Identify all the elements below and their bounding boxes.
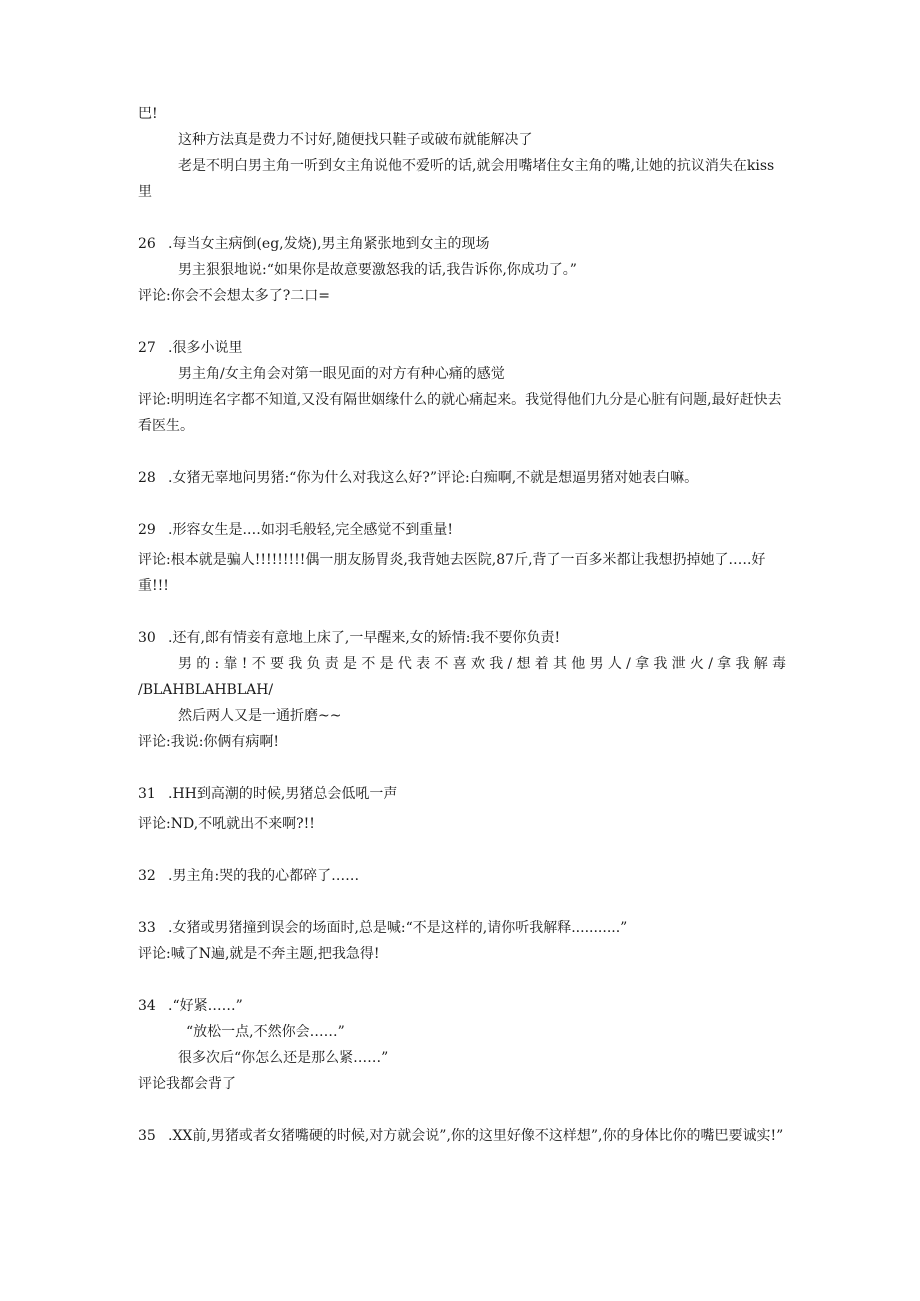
item-heading-32 <box>138 863 786 889</box>
item-number: 28 <box>138 470 156 486</box>
item-text: .男主角:哭的我的心都碎了…… <box>168 868 360 884</box>
paragraph: /BLAHBLAHBLAH/ <box>138 682 274 698</box>
item-heading-29 <box>138 517 786 543</box>
item-number: 33 <box>138 920 156 936</box>
item-text: .HH到高潮的时候,男猪总会低吼一声 <box>168 786 398 802</box>
item-heading-34 <box>138 993 786 1019</box>
paragraph: “放松一点,不然你会……” <box>186 1024 345 1040</box>
item-number: 29 <box>138 522 156 538</box>
item-text: .“好紧……” <box>168 998 243 1014</box>
comment: 评论我都会背了 <box>138 1076 236 1092</box>
item-number: 26 <box>138 236 156 252</box>
item-text: .女猪无辜地问男猪:“你为什么对我这么好?”评论:白痴啊,不就是想逼男猪对她表白嘛。 <box>168 470 699 486</box>
item-number: 35 <box>138 1128 156 1144</box>
item-number: 27 <box>138 340 156 356</box>
paragraph: 巴! <box>138 106 158 122</box>
comment: 评论:喊了N遍,就是不奔主题,把我急得! <box>138 946 380 962</box>
item-number: 30 <box>138 630 156 646</box>
item-number: 32 <box>138 868 156 884</box>
item-heading-26 <box>138 231 786 257</box>
item-heading-30 <box>138 625 786 651</box>
item-heading-28 <box>138 465 786 491</box>
paragraph: 男主狠狠地说:“如果你是故意要激怒我的话,我告诉你,你成功了。” <box>178 262 577 278</box>
comment: 评论:根本就是骗人!!!!!!!!!偶一朋友肠胃炎,我背她去医院,87斤,背了一百多米都让我想扔掉她了.….好重!!! <box>138 552 766 594</box>
item-text: .每当女主病倒(eg,发烧),男主角紧张地到女主的现场 <box>168 236 490 252</box>
comment: 评论:明明连名字都不知道,又没有隔世姻缘什么的就心痛起来。我觉得他们九分是心脏有问题,最好赶快去看医生。 <box>138 392 782 434</box>
item-number: 31 <box>138 786 156 802</box>
document-page <box>138 101 786 1149</box>
item-text: .还有,郎有情妾有意地上床了,一早醒来,女的矫情:我不要你负责! <box>168 630 561 646</box>
comment: 评论:我说:你俩有病啊! <box>138 734 280 750</box>
comment: 评论:你会不会想太多了?二口= <box>138 288 330 304</box>
item-number: 34 <box>138 998 156 1014</box>
item-text: .女猪或男猪撞到误会的场面时,总是喊:“不是这样的,请你听我解释...........” <box>168 920 628 936</box>
paragraph: 男主角/女主角会对第一眼见面的对方有种心痛的感觉 <box>178 366 505 382</box>
paragraph: 老是不明白男主角一听到女主角说他不爱听的话,就会用嘴堵住女主角的嘴,让她的抗议消失在kiss里 <box>138 158 775 200</box>
paragraph: 很多次后“你怎么还是那么紧……” <box>178 1050 389 1066</box>
item-text: .形容女生是.…如羽毛般轻,完全感觉不到重量! <box>168 522 453 538</box>
item-heading-27 <box>138 335 786 361</box>
item-text: .XX前,男猪或者女猪嘴硬的时候,对方就会说”,你的这里好像不这样想”,你的身体比你的嘴巴要诚实!” <box>168 1128 784 1144</box>
paragraph: 男的:靠!不要我负责是不是代表不喜欢我/想着其他男人/拿我泄火/拿我解毒 <box>178 656 786 672</box>
item-heading-31 <box>138 781 786 807</box>
item-heading-35 <box>138 1123 786 1149</box>
item-text: .很多小说里 <box>168 340 243 356</box>
comment: 评论:ND,不吼就出不来啊?!! <box>138 816 315 832</box>
item-heading-33 <box>138 915 786 941</box>
paragraph: 然后两人又是一通折磨~~ <box>178 708 342 724</box>
paragraph: 这种方法真是费力不讨好,随便找只鞋子或破布就能解决了 <box>178 132 533 148</box>
